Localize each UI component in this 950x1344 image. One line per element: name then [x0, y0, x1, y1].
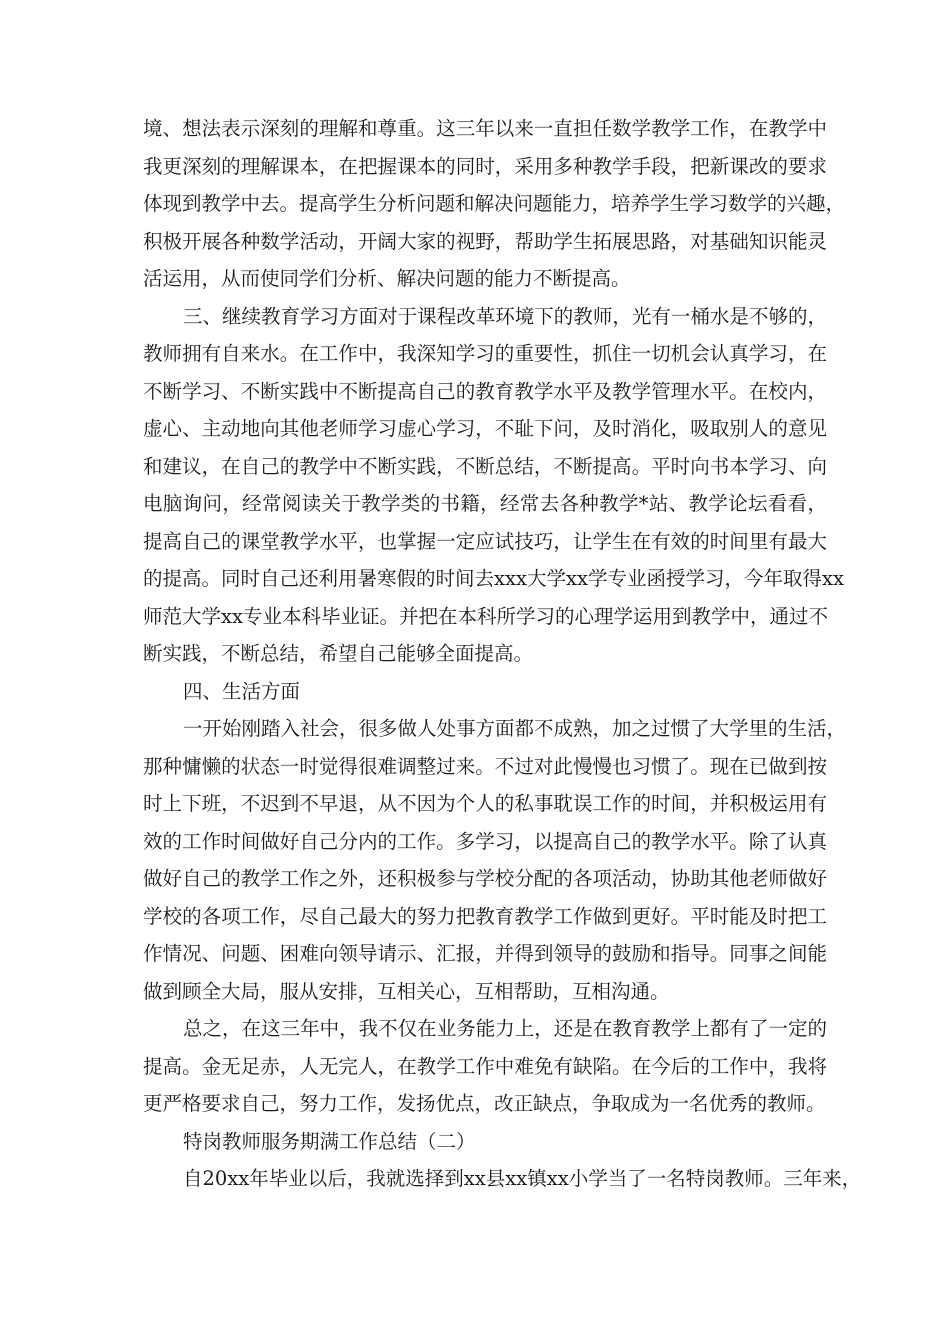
text-line: 学校的各项工作，尽自己最大的努力把教育教学工作做到更好。平时能及时把工 [143, 904, 827, 928]
paragraph [143, 298, 844, 673]
text-line: 那种慵懒的状态一时觉得很难调整过来。不过对此慢慢也习惯了。现在已做到按 [143, 754, 827, 778]
text-line: 师范大学xx专业本科毕业证。并把在本科所学习的心理学运用到教学中，通过不 [143, 604, 828, 628]
text-line: 的提高。同时自己还利用暑寒假的时间去xxx大学xx学专业函授学习，今年取得xx [143, 567, 844, 590]
text-line: 提高。金无足赤，人无完人，在教学工作中难免有缺陷。在今后的工作中，我将 [143, 1054, 827, 1078]
text-line: 提高自己的课堂教学水平，也掌握一定应试技巧，让学生在有效的时间里有最大 [143, 529, 827, 553]
paragraph [143, 710, 847, 1010]
text-line: 境、想法表示深刻的理解和尊重。这三年以来一直担任数学教学工作，在教学中 [143, 117, 827, 140]
text-line: 断实践，不断总结，希望自己能够全面提高。 [143, 642, 534, 665]
text-line: 教师拥有自来水。在工作中，我深知学习的重要性，抓住一切机会认真学习，在 [143, 342, 827, 365]
text-line: 活运用，从而使同学们分析、解决问题的能力不断提高。 [143, 267, 631, 290]
text-line: 三、继续教育学习方面对于课程改革环境下的教师，光有一桶水是不够的， [183, 304, 827, 328]
paragraph [143, 1160, 862, 1198]
section-heading [143, 673, 827, 711]
text-line: 时上下班，不迟到不早退，从不因为个人的私事耽误工作的时间，并积极运用有 [143, 792, 827, 815]
paragraph [143, 110, 846, 298]
text-line: 总之，在这三年中，我不仅在业务能力上，还是在教育教学上都有了一定的 [183, 1017, 827, 1040]
text-line: 体现到教学中去。提高学生分析问题和解决问题能力，培养学生学习数学的兴趣， [143, 192, 846, 215]
document-body [143, 110, 862, 1198]
text-line: 作情况、问题、困难向领导请示、汇报，并得到领导的鼓励和指导。同事之间能 [143, 942, 827, 965]
text-line: 和建议，在自己的教学中不断实践，不断总结，不断提高。平时向书本学习、向 [143, 454, 827, 478]
text-line: 更严格要求自己，努力工作，发扬优点，改正缺点，争取成为一名优秀的教师。 [143, 1092, 826, 1115]
text-line: 不断学习、不断实践中不断提高自己的教育教学水平及教学管理水平。在校内， [143, 379, 827, 403]
text-line: 自20xx年毕业以后，我就选择到xx县xx镇xx小学当了一名特岗教师。三年来， [183, 1167, 862, 1190]
paragraph [143, 1010, 827, 1123]
text-line: 做到顾全大局，服从安排，互相关心，互相帮助，互相沟通。 [143, 979, 670, 1003]
text-line: 积极开展各种数学活动，开阔大家的视野，帮助学生拓展思路，对基础知识能灵 [143, 229, 827, 253]
text-line: 特岗教师服务期满工作总结（二） [183, 1129, 476, 1153]
text-line: 我更深刻的理解课本，在把握课本的同时，采用多种教学手段，把新课改的要求 [143, 154, 827, 178]
text-line: 电脑询问，经常阅读关于教学类的书籍，经常去各种教学*站、教学论坛看看， [143, 492, 827, 515]
text-line: 做好自己的教学工作之外，还积极参与学校分配的各项活动，协助其他老师做好 [143, 867, 827, 890]
text-line: 一开始刚踏入社会，很多做人处事方面都不成熟，加之过惯了大学里的生活， [183, 717, 847, 740]
text-line: 虚心、主动地向其他老师学习虚心学习，不耻下问，及时消化，吸取别人的意见 [143, 417, 827, 440]
text-line: 四、生活方面 [183, 679, 301, 703]
text-line: 效的工作时间做好自己分内的工作。多学习，以提高自己的教学水平。除了认真 [143, 829, 827, 853]
section-title [143, 1123, 827, 1161]
